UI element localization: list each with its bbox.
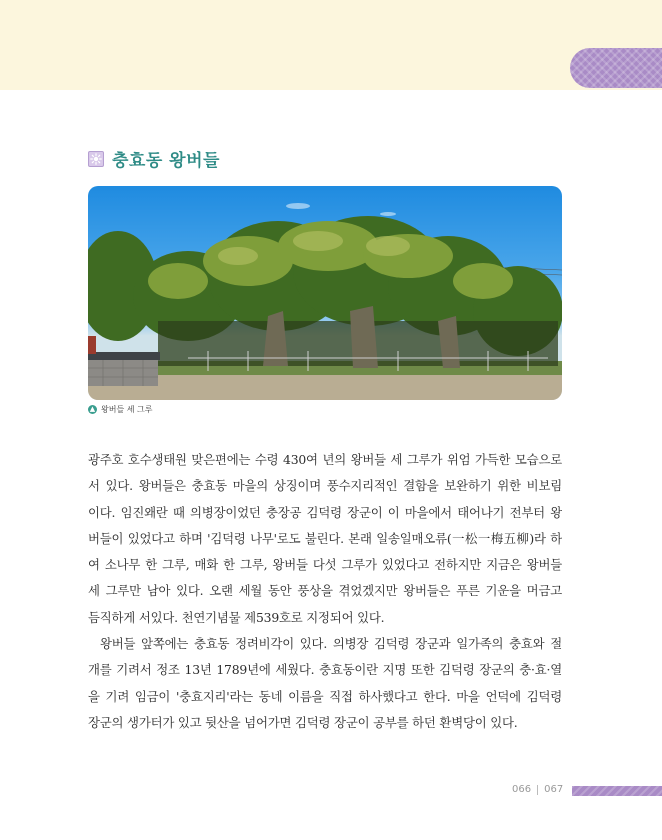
text-line: 여 소나무 한 그루, 매화 한 그루, 왕버들 다섯 그루가 있었다고 전하지만 지금은 왕버들 xyxy=(88,557,562,573)
text-line: 버들이 있었다고 하며 '김덕령 나무'로도 불린다. 본래 일송일매오류(一松一梅五柳)라 하 xyxy=(88,530,562,546)
text-line: 서 있다. 왕버들은 충효동 마을의 상징이며 풍수지리적인 결함을 보완하기 위한 비보림 xyxy=(88,478,562,494)
text-line: 듬직하게 서있다. 천연기념물 제539호로 지정되어 있다. xyxy=(88,609,385,625)
text-line: 장군의 생가터가 있고 뒷산을 넘어가면 김덕령 장군이 공부를 하던 환벽당이 있다. xyxy=(88,714,518,730)
body-text xyxy=(88,447,562,736)
paragraph-2 xyxy=(88,631,562,736)
text-line: 왕버들 앞쪽에는 충효동 정려비각이 있다. 의병장 김덕령 장군과 일가족의 충효와 절 xyxy=(100,636,562,652)
willow-trees-photo xyxy=(88,186,562,400)
page-numbers xyxy=(512,784,563,795)
photo-caption xyxy=(88,404,152,415)
section-heading xyxy=(88,146,220,171)
footer-bar-decoration xyxy=(572,786,662,796)
section-title: 충효동 왕버들 xyxy=(112,151,220,171)
header-tab-decoration xyxy=(570,48,662,88)
header-band xyxy=(0,0,662,90)
paragraph-1 xyxy=(88,447,562,631)
sun-icon xyxy=(88,151,104,167)
text-line: 을 기려 임금이 '충효지리'라는 동네 이름을 직접 하사했다고 한다. 마을 언덕에 김덕령 xyxy=(88,688,562,704)
page-separator xyxy=(537,785,538,795)
caption-text: 왕버들 세 그루 xyxy=(101,405,153,414)
arrow-up-icon: ▲ xyxy=(89,405,96,413)
text-line: 광주호 호수생태원 맞은편에는 수령 430여 년의 왕버들 세 그루가 위엄 가득한 모습으로 xyxy=(88,452,562,467)
text-line: 개를 기려서 정조 13년 1789년에 세웠다. 충효동이란 지명 또한 김덕령 장군의 충·효·열 xyxy=(88,662,562,678)
page-number-left: 066 xyxy=(512,784,532,795)
page-number-right: 067 xyxy=(544,784,564,795)
text-line: 세 그루만 남아 있다. 오랜 세월 동안 풍상을 겪었겠지만 왕버들은 푸른 기운을 머금고 xyxy=(88,583,562,599)
text-line: 이다. 임진왜란 때 의병장이었던 충장공 김덕령 장군이 이 마을에서 태어나기 전부터 왕 xyxy=(88,504,562,520)
